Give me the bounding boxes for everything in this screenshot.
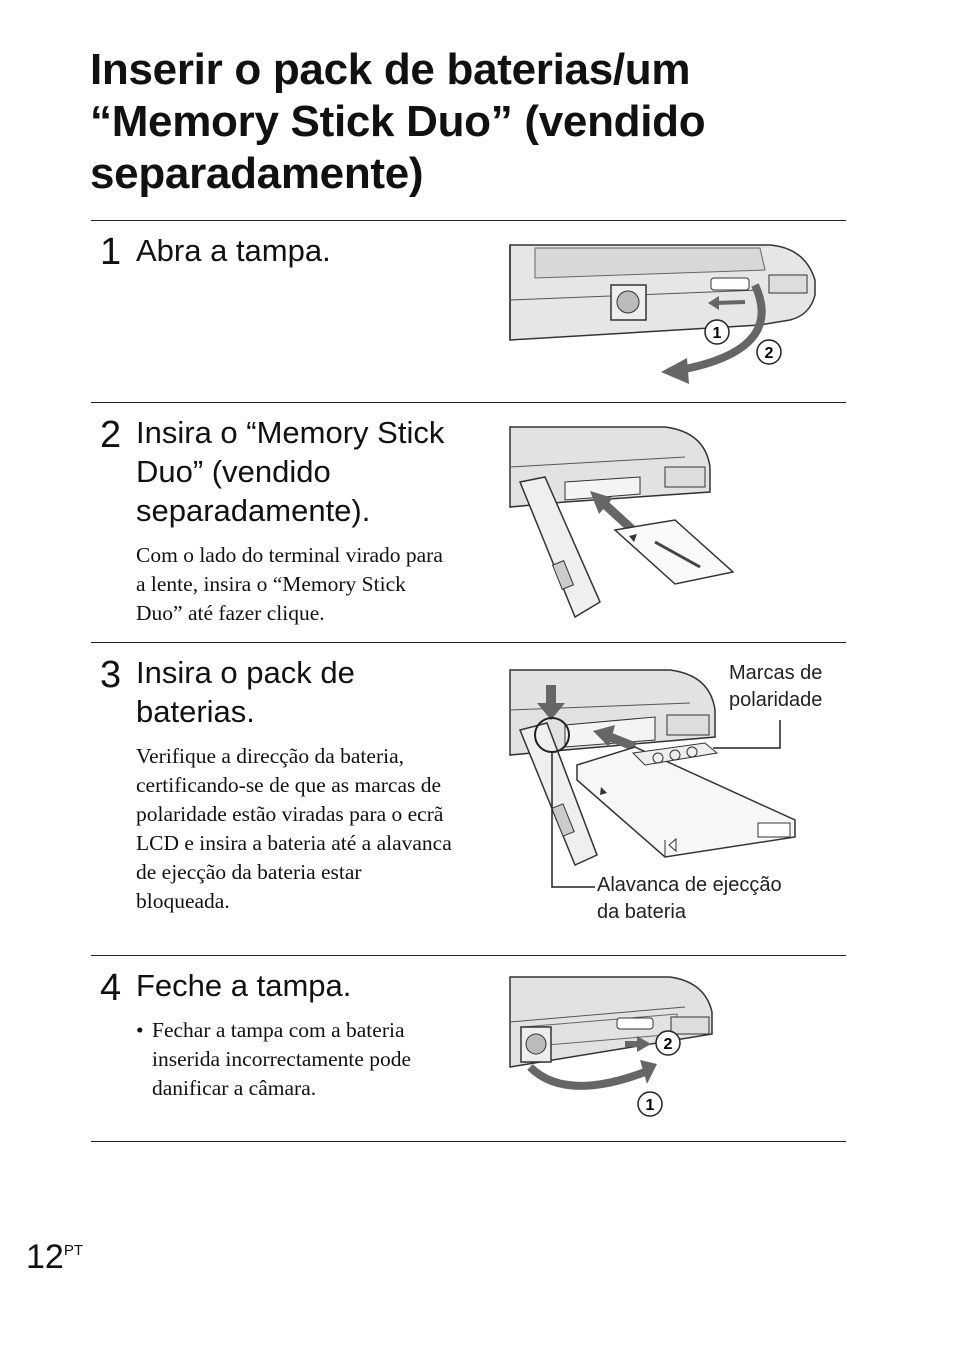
battery-pack bbox=[577, 747, 795, 857]
callout-line: Alavanca de ejecção bbox=[597, 874, 782, 896]
marker-label: 1 bbox=[645, 1097, 655, 1114]
step-heading bbox=[136, 966, 496, 1005]
divider bbox=[91, 402, 846, 403]
bullet-symbol: • bbox=[136, 1018, 144, 1042]
polarity-marks bbox=[633, 743, 717, 765]
step-number: 3 bbox=[100, 654, 122, 696]
curved-arrow-icon bbox=[661, 358, 689, 384]
description-line: bloqueada. bbox=[136, 889, 230, 913]
description-line: Com o lado do terminal virado para bbox=[136, 543, 443, 567]
step-heading-line: Feche a tampa. bbox=[136, 968, 352, 1003]
step-number: 2 bbox=[100, 414, 122, 456]
polarity-leader-line bbox=[713, 720, 780, 748]
callout-line: da bateria bbox=[597, 901, 686, 923]
divider bbox=[91, 955, 846, 956]
step-number: 4 bbox=[100, 967, 122, 1009]
marker-label: 2 bbox=[663, 1036, 673, 1053]
title-line: Inserir o pack de baterias/um bbox=[90, 45, 691, 94]
description-line: LCD e insira a bateria até a alavanca bbox=[136, 831, 452, 855]
marker-label: 1 bbox=[712, 325, 722, 342]
bullet-line: inserida incorrectamente pode bbox=[152, 1047, 412, 1071]
divider bbox=[91, 220, 846, 221]
step-heading-line: baterias. bbox=[136, 694, 255, 729]
polarity-callout bbox=[729, 660, 822, 714]
step-heading-line: Duo” (vendido bbox=[136, 454, 331, 489]
page-number-suffix: PT bbox=[63, 1242, 83, 1259]
step-heading bbox=[136, 653, 496, 731]
title-line: “Memory Stick Duo” (vendido bbox=[90, 97, 706, 146]
divider bbox=[91, 1141, 846, 1142]
page-number bbox=[26, 1238, 83, 1277]
step-description bbox=[136, 541, 496, 628]
title-line: separadamente) bbox=[90, 149, 424, 198]
description-line: polaridade estão viradas para o ecrã bbox=[136, 802, 444, 826]
callout-line: polaridade bbox=[729, 689, 823, 711]
description-line: de ejecção da bateria estar bbox=[136, 860, 362, 884]
step-description bbox=[136, 742, 496, 916]
bullet-line: Fechar a tampa com a bateria bbox=[152, 1018, 405, 1042]
marker-label: 2 bbox=[764, 345, 774, 362]
step-heading bbox=[136, 413, 496, 530]
page-number-value: 12 bbox=[26, 1238, 64, 1276]
lever-callout bbox=[597, 872, 782, 926]
description-line: a lente, insira o “Memory Stick bbox=[136, 572, 406, 596]
step-heading-line: Insira o pack de bbox=[136, 655, 355, 690]
close-cover-illustration bbox=[505, 972, 720, 1122]
memory-stick-illustration bbox=[505, 422, 740, 627]
warning-bullet bbox=[136, 1016, 492, 1103]
bullet-line: danificar a câmara. bbox=[152, 1076, 317, 1100]
step-heading-line: Abra a tampa. bbox=[136, 233, 331, 268]
step-heading-line: Insira o “Memory Stick bbox=[136, 415, 445, 450]
description-line: Duo” até fazer clique. bbox=[136, 601, 325, 625]
page-title bbox=[90, 44, 850, 200]
open-cover-illustration bbox=[505, 240, 825, 388]
description-line: certificando-se de que as marcas de bbox=[136, 773, 442, 797]
step-heading-line: separadamente). bbox=[136, 493, 371, 528]
callout-line: Marcas de bbox=[729, 662, 823, 684]
step-number: 1 bbox=[100, 231, 122, 273]
open-slider-icon bbox=[711, 278, 749, 290]
divider bbox=[91, 642, 846, 643]
description-line: Verifique a direcção da bateria, bbox=[136, 744, 404, 768]
step-heading bbox=[136, 231, 496, 270]
close-slider-icon bbox=[617, 1018, 653, 1029]
